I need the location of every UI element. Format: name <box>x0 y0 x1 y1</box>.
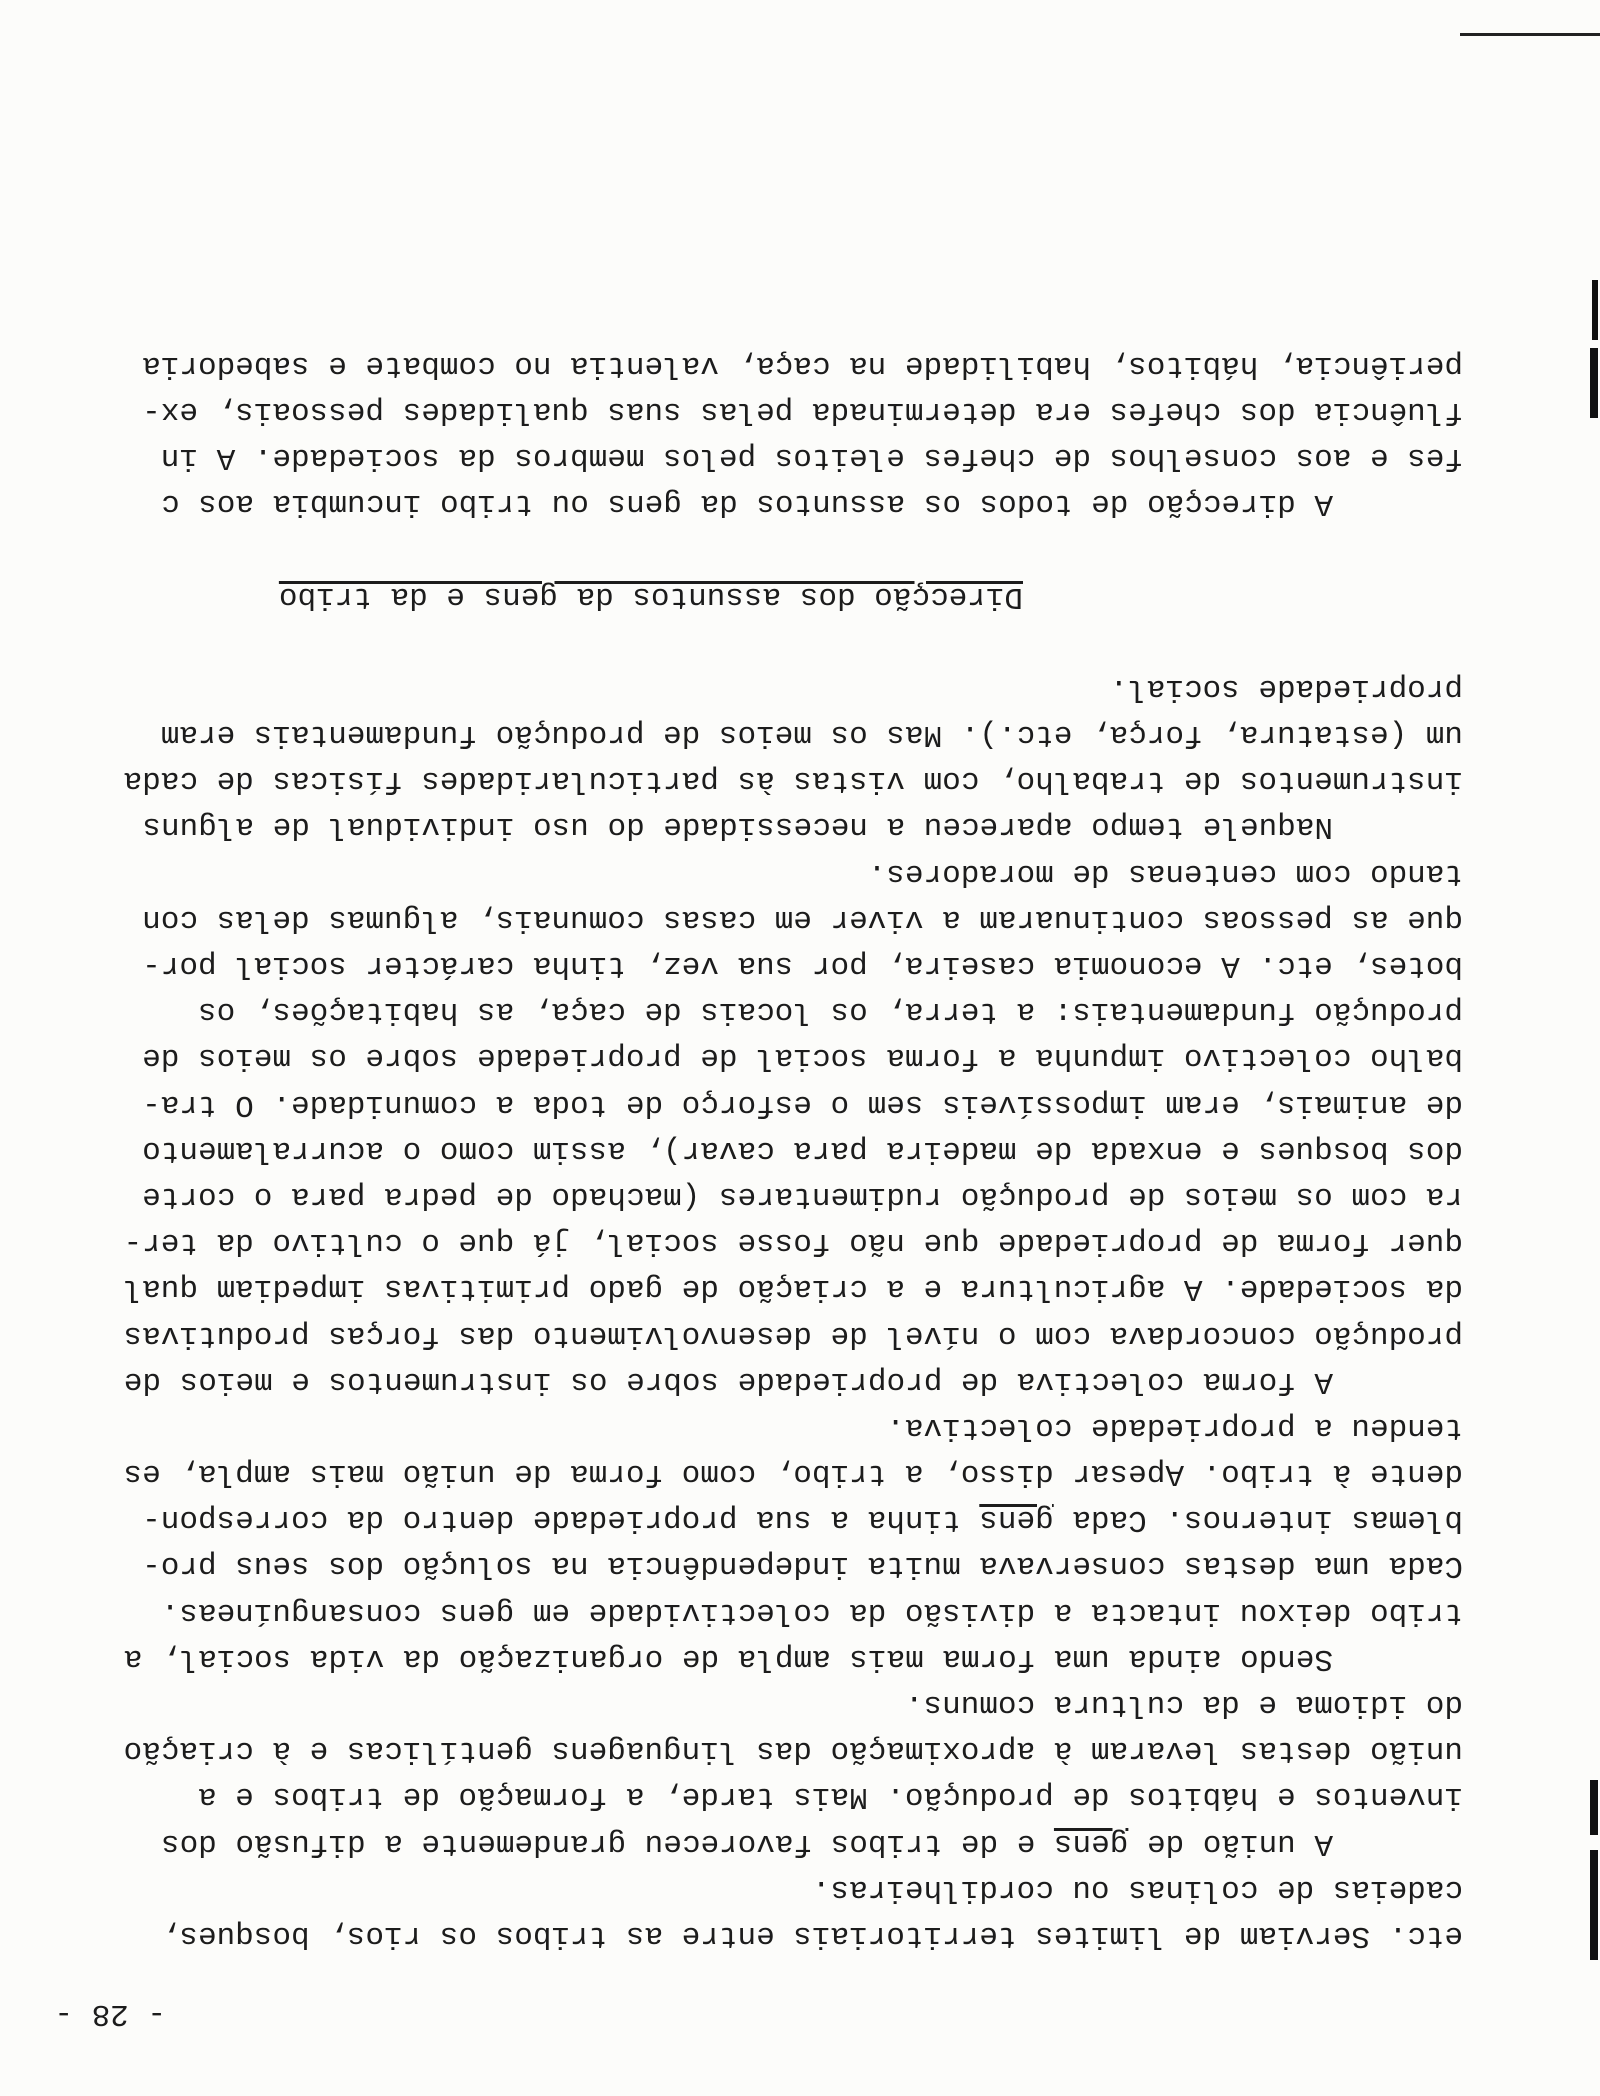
text-line: A forma colectiva de propriedade sobre os instrumentos e meios de <box>123 1363 1333 1399</box>
underlined-word: gens <box>979 1502 1054 1538</box>
spacer <box>63 526 1463 572</box>
scan-edge-mark <box>1590 348 1598 418</box>
text-line: do idioma e da cultura comuns. <box>904 1687 1463 1723</box>
section-heading: Direcção dos assuntos da gens e da tribo <box>278 578 1023 614</box>
text-line: produção concordava com o nível de desenvolvimento das forças produtivas <box>123 1317 1463 1353</box>
text-line: cadeias de colinas ou cordilheiras. <box>811 1871 1463 1907</box>
paragraph <box>63 1866 1463 1958</box>
paragraph <box>63 341 1463 526</box>
paragraph <box>63 850 1463 1404</box>
text-line: um (estatura, força, etc.). Mas os meios de produção fundamentais eram <box>160 717 1463 753</box>
body-text <box>63 341 1463 1958</box>
text-line <box>63 1819 1463 1865</box>
scan-edge-mark <box>1590 1850 1598 1960</box>
paragraph <box>63 665 1463 850</box>
paragraph <box>63 1404 1463 1681</box>
text-line: Cada uma destas conservava muita independência na solução dos seus pro- <box>142 1548 1463 1584</box>
text-line: botes, etc. A economia caseira, por sua vez, tinha carácter social por- <box>142 948 1463 984</box>
text-line: união destas levaram à aproximação das linguagens gentílicas e à criação <box>123 1733 1463 1769</box>
text-line: etc. Serviam de limites territoriais entre as tribos os rios, bosques, <box>160 1918 1463 1953</box>
scan-edge-line <box>1460 33 1600 36</box>
text-line: Sendo ainda uma forma mais ampla de organização da vida social, a <box>123 1640 1333 1676</box>
underlined-word: gens <box>1053 1825 1129 1861</box>
text-line: produção fundamentais: a terra, os locais de caça, as habitações, os <box>197 994 1463 1030</box>
text-line: inventos e hábitos de produção. Mais tarde, a formação de tribos e a <box>197 1779 1463 1815</box>
text-segment: e de tribos favoreceu grandemente a difusão dos <box>160 1825 1054 1861</box>
page-number: - 28 - <box>54 1996 166 2031</box>
text-line: A direcção de todos os assuntos da gens ou tribo incumbia aos c <box>161 486 1333 522</box>
scan-edge-mark <box>1590 1780 1598 1835</box>
text-line: balho colectivo impunha a forma social de propriedade sobre os meios de <box>142 1040 1463 1076</box>
text-line: Naquele tempo apareceu a necessidade do uso individual de alguns <box>142 809 1333 845</box>
text-line: fes e aos conselhos de chefes eleitos pelos membros da sociedade. A in <box>160 440 1463 475</box>
text-segment: blemas internos. Cada <box>1053 1502 1463 1538</box>
text-line: tando com centenas de moradores. <box>867 855 1463 891</box>
text-line: de animais, eram impossíveis sem o esforço de toda a comunidade. O tra- <box>142 1086 1463 1122</box>
scan-edge-mark <box>1592 280 1598 340</box>
spacer <box>63 619 1463 665</box>
text-line: dente à tribo. Apesar disso, a tribo, como forma de união mais ampla, es <box>123 1456 1463 1492</box>
text-line: dos bosques e enxada de madeira para cavar), assim como o acurralamento <box>142 1132 1463 1168</box>
text-line: periência, hábitos, habilidade na caça, valentia no combate e sabedoria <box>142 347 1463 383</box>
text-line: instrumentos de trabalho, com vistas às particularidades físicas de cada <box>123 763 1463 799</box>
text-line <box>63 1496 1463 1542</box>
text-line: ra com os meios de produção rudimentares (machado de pedra para o corte <box>142 1179 1463 1214</box>
text-line: que as pessoas continuaram a viver em casas comunais, algumas delas con <box>142 901 1463 937</box>
text-segment: tinha a sua propriedade dentro da correspon- <box>142 1502 980 1538</box>
text-line: propriedade social. <box>1109 670 1463 706</box>
text-line: fluência dos chefes era determinada pelas suas qualidades pessoais, ex- <box>142 393 1463 429</box>
text-line: da sociedade. A agricultura e a criação de gado primitivas impediam qual <box>123 1271 1463 1307</box>
text-line: tendeu a propriedade colectiva. <box>886 1409 1463 1445</box>
paragraph <box>63 1681 1463 1866</box>
text-segment: A união de <box>1128 1825 1333 1861</box>
text-line: tribo deixou intacta a divisão da colectividade em gens consanguíneas. <box>160 1594 1463 1630</box>
text-line: quer forma de propriedade que não fosse social, já que o cultivo da ter- <box>123 1225 1463 1261</box>
